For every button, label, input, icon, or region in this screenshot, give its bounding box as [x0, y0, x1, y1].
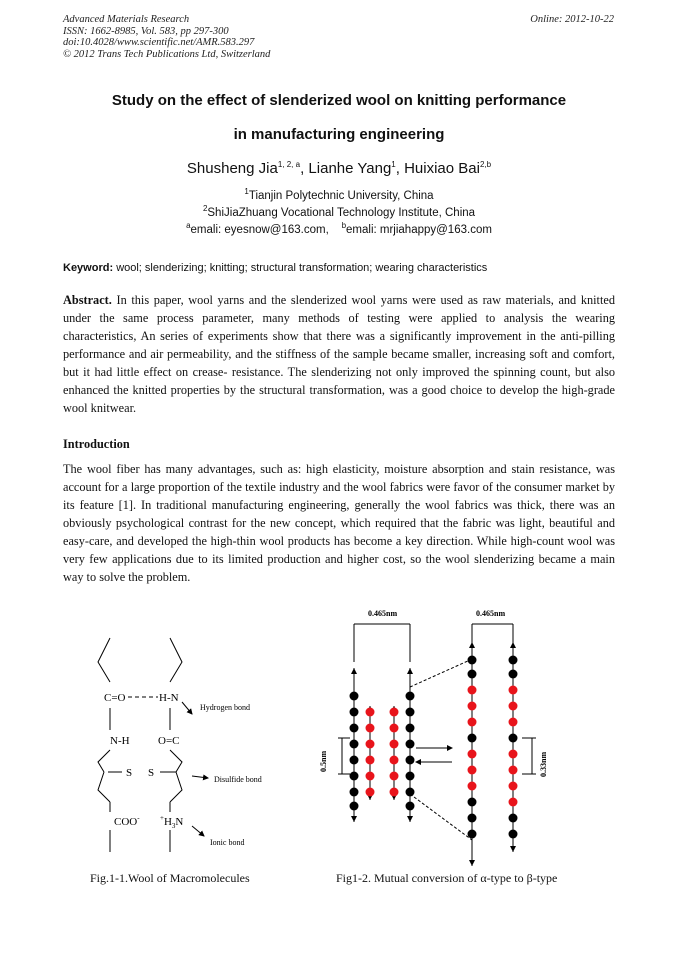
beta-chain-left-bead: [468, 656, 477, 665]
dimension-label-right: 0.33nm: [539, 751, 548, 777]
alpha-chain-inner-right-bead: [390, 708, 399, 717]
journal-copyright: © 2012 Trans Tech Publications Ltd, Switzerland: [63, 48, 271, 60]
alpha-chain-outer-left-bead: [350, 756, 359, 765]
beta-chain-left-bead: [468, 718, 477, 727]
keywords: [63, 262, 615, 274]
dimension-label-left: 0.5nm: [319, 750, 328, 772]
keywords-label: Keyword:: [63, 262, 114, 274]
co-group: C=O: [104, 692, 126, 704]
alpha-chain-outer-left-bead: [350, 692, 359, 701]
beta-chain-left-bead: [468, 702, 477, 711]
introduction-heading: Introduction: [63, 437, 130, 451]
author-1: Shusheng Jia: [186, 160, 278, 177]
abstract-text: In this paper, wool yarns and the slenderized wool yarns were used as raw materials, and knitted under the same process parameter, many methods of testing were applied to analysis the wearing characteristics, An series of experiments show that there was a significantly improvement in the anti-pilling performance and air permeability, and the stiffness of the sample became smaller, increasing soft and comfort, but it had little effect on crease- resistance. The slenderizing not only improved the spinning count, but also enhanced the knitted properties by the structural transformation, was a good choice to develop the high-grade wool knitwear.: [63, 293, 615, 415]
alpha-chain-outer-right-bead: [406, 740, 415, 749]
alpha-chain-outer-right-bead: [406, 756, 415, 765]
beta-chain-right-bead: [509, 830, 518, 839]
hydrogen-bond-label: Hydrogen bond: [200, 703, 250, 712]
alpha-chain-inner-left-bead: [366, 708, 375, 717]
author-2: Lianhe Yang: [308, 160, 392, 177]
alpha-chain-inner-right-bead: [390, 756, 399, 765]
beta-chain-right-bead: [509, 656, 518, 665]
nh-group: N-H: [110, 735, 130, 747]
journal-name: Advanced Materials Research: [63, 14, 190, 25]
alpha-chain-outer-left-arrow-up: [351, 668, 357, 674]
beta-chain-right-bead: [509, 702, 518, 711]
beta-chain-right-bead: [509, 814, 518, 823]
paper-title-line2: in manufacturing engineering: [233, 126, 445, 143]
paper-title-line1: Study on the effect of slenderized wool on knitting performance: [111, 92, 567, 109]
carboxylate-group: COO-: [114, 814, 140, 828]
alpha-chain-outer-left-bead: [350, 724, 359, 733]
introduction-text: The wool fiber has many advantages, such as: high elasticity, moisture absorption and stain resistance, was account for a large proportion of the textile industry and the wool fabrics were favor of the consumer market by its feature [1]. In traditional manufacturing engineering, generally the wool fabrics was thick, there was an obviously psychological contrast for the new concept, which required that the fabric was light, beautiful and easy-care, and developed the high-thin wool products has become a key direction. While high-count wool was very few applications due to its limited production and higher cost, so the wool slenderizing became a main way to solve the problem.: [63, 462, 615, 584]
oc-group: O=C: [158, 735, 180, 747]
alpha-chain-outer-left-bead: [350, 740, 359, 749]
email-b: emali: mrjiahappy@163.com: [346, 224, 492, 236]
dimension-label-top-left: 0.465nm: [368, 609, 398, 618]
beta-chain-left-bead: [468, 750, 477, 759]
online-date: Online: 2012-10-22: [530, 14, 614, 25]
alpha-chain-inner-left-bead: [366, 756, 375, 765]
beta-chain-left-bead: [468, 814, 477, 823]
figure-2-caption: Fig1-2. Mutual conversion of α-type to β-type: [336, 871, 558, 885]
alpha-chain-inner-right-bead: [390, 788, 399, 797]
alpha-chain-inner-right-bead: [390, 772, 399, 781]
beta-chain-right-bead: [509, 718, 518, 727]
dimension-label-top-right: 0.465nm: [476, 609, 506, 618]
alpha-chain-outer-right-bead: [406, 788, 415, 797]
author-list: Shusheng Jia$^{1, 2, a}$, Lianhe Yang$^1$, Huixiao Bai$^{2,b}$: [186, 160, 492, 177]
author-3-sup: 2,b: [479, 160, 492, 169]
affiliation-2: $^2$ShiJiaZhuang Vocational Technology Institute, China: [202, 204, 476, 219]
beta-chain-left-arrow-up: [469, 642, 475, 648]
beta-chain-left-bead: [468, 782, 477, 791]
ammonium-group: $^+H_3N$: [160, 814, 184, 830]
alpha-chain-outer-right-bead: [406, 724, 415, 733]
ionic-bond-label: Ionic bond: [210, 838, 245, 847]
beta-chain-left-bead: [468, 798, 477, 807]
beta-chain-left-bead: [468, 766, 477, 775]
sulfur-1: S: [126, 767, 133, 779]
alpha-chain-outer-right-bead: [406, 772, 415, 781]
beta-chain-right-arrow-up: [510, 642, 516, 648]
alpha-chain-inner-left-bead: [366, 740, 375, 749]
beta-chain-right-arrow-down: [510, 846, 516, 852]
beta-chain-right-bead: [509, 766, 518, 775]
sulfur-2: S: [148, 767, 155, 779]
journal-doi: doi:10.4028/www.scientific.net/AMR.583.297: [63, 37, 255, 48]
email-a: emali: eyesnow@163.com,: [190, 224, 329, 236]
alpha-chain-outer-left-bead: [350, 788, 359, 797]
beta-chain-right-bead: [509, 670, 518, 679]
alpha-chain-outer-left-bead: [350, 802, 359, 811]
alpha-chain-outer-right-arrow-down: [407, 816, 413, 822]
alpha-chain-outer-right-bead: [406, 708, 415, 717]
beta-chain-right-bead: [509, 686, 518, 695]
alpha-chain-inner-left-bead: [366, 772, 375, 781]
beta-chain-left-bead: [468, 830, 477, 839]
beta-chain-right-bead: [509, 782, 518, 791]
alpha-chain-outer-right-bead: [406, 692, 415, 701]
journal-issn: ISSN: 1662-8985, Vol. 583, pp 297-300: [63, 25, 229, 37]
figure-wool-macromolecules: [80, 630, 280, 865]
beta-chain-right-bead: [509, 734, 518, 743]
beta-chain-left-bead: [468, 670, 477, 679]
alpha-chain-outer-left-bead: [350, 708, 359, 717]
alpha-chain-inner-left-bead: [366, 788, 375, 797]
abstract-label: Abstract.: [63, 293, 112, 307]
author-3: Huixiao Bai: [404, 160, 480, 177]
beta-chain-left-bead: [468, 734, 477, 743]
alpha-chain-outer-right-arrow-up: [407, 668, 413, 674]
disulfide-bond-label: Disulfide bond: [214, 775, 262, 784]
beta-chain-right-bead: [509, 798, 518, 807]
alpha-chain-outer-right-bead: [406, 802, 415, 811]
affiliation-1: $^1$Tianjin Polytechnic University, China: [244, 187, 434, 202]
abstract: [63, 291, 615, 417]
author-emails: $^a$emali: eyesnow@163.com, $^b$emali: mrjiahappy@163.com: [186, 221, 492, 236]
alpha-chain-outer-left-arrow-down: [351, 816, 357, 822]
hn-group: H-N: [159, 692, 179, 704]
alpha-chain-inner-left-bead: [366, 724, 375, 733]
keywords-text: wool; slenderizing; knitting; structural transformation; wearing characteristics: [116, 262, 488, 274]
figure-alpha-beta-conversion: [310, 602, 560, 870]
alpha-chain-inner-right-bead: [390, 740, 399, 749]
beta-chain-left-arrow-down: [469, 860, 475, 866]
figure-1-caption: Fig.1-1.Wool of Macromolecules: [90, 871, 250, 885]
beta-chain-left-bead: [468, 686, 477, 695]
journal-header: [63, 14, 270, 60]
alpha-chain-inner-right-bead: [390, 724, 399, 733]
beta-chain-right-bead: [509, 750, 518, 759]
alpha-chain-outer-left-bead: [350, 772, 359, 781]
author-2-sup: 1: [391, 160, 396, 169]
author-1-sup: 1, 2, a: [277, 160, 301, 169]
